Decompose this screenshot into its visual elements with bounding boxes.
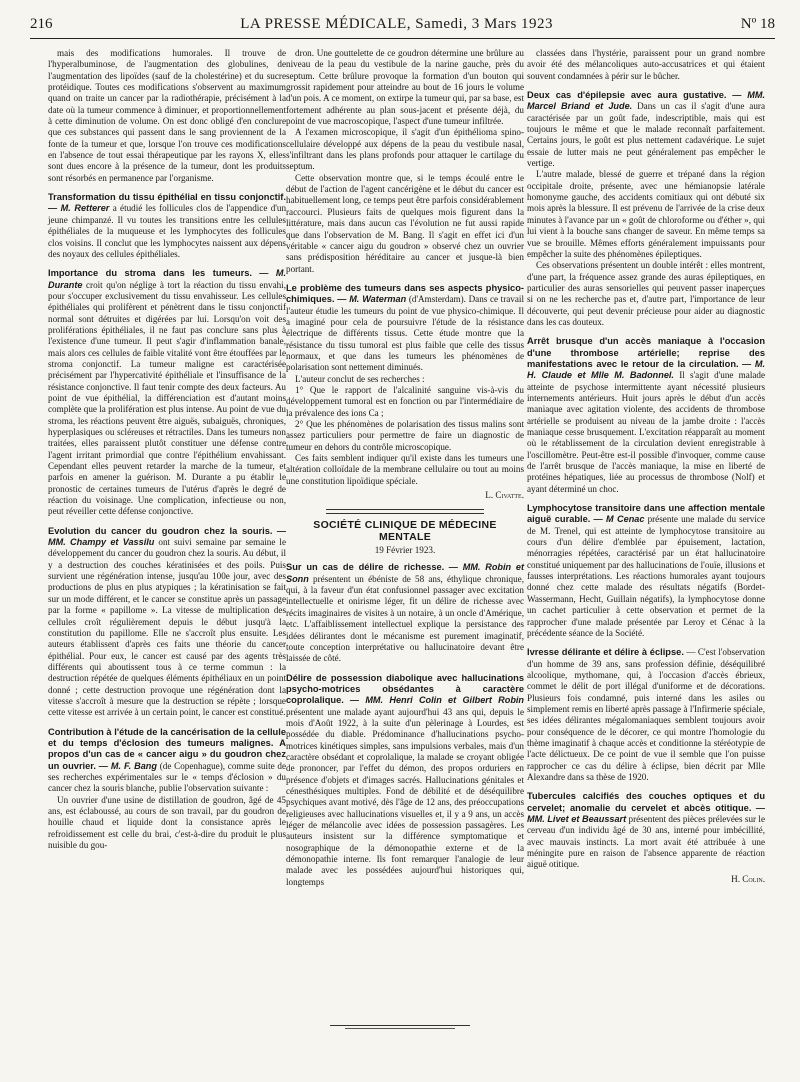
article-authors: — M. F. Bang (98, 760, 157, 771)
article (286, 127, 524, 172)
article-paragraph (286, 127, 524, 172)
page-header (30, 16, 775, 39)
article-paragraph (527, 503, 765, 639)
column-3 (527, 48, 765, 885)
article (48, 268, 286, 518)
article (527, 48, 765, 82)
footer-rule (330, 1025, 470, 1026)
footer-rule (345, 1028, 455, 1029)
article-paragraph (286, 419, 524, 453)
article-text: Dans un cas il s'agit d'une aura caractérisée par un goût fade, indescriptible, mais qui est toujours le même et que le malade reconnaît parfaitement. Certains jours, le goût est plus nettement cadavérique. Le sujet essaie de lutter mais ne peut généralement pas empêcher le vertige. (527, 101, 765, 169)
article-authors: — MM. Champy et Vassilu (48, 525, 286, 548)
article (48, 526, 286, 719)
article-text: A l'examen microscopique, il s'agit d'un épithélioma spino-cellulaire développé aux dépens de la peau du vestibule nasal, s'infiltrant dans les plans profonds pour attaquer le cartilage du septum. (286, 127, 524, 172)
article-authors: — M. Retterer (48, 203, 110, 214)
article-paragraph (527, 791, 765, 870)
article-authors: — MM. Livet et Beaussart (527, 802, 766, 824)
article-authors: — MM. Henri Colin et Gilbert Robin (349, 695, 525, 706)
article (286, 283, 524, 374)
article-text: L'auteur conclut de ses recherches : (295, 373, 425, 384)
article-authors: — M Cenac (593, 514, 645, 525)
article-text: mais des modifications humorales. Il trouve de l'hyperalbuminose, de l'augmentation des globulines, de l'augmentation des lipoïdes (sauf de la cholestérine) et du sucre protéidique. Toutes ces modifications s'observent au maximum quand on traite un cancer par la radiothérapie, précisément à la date où la tumeur commence à diminuer, et proportionnellement à cette diminution de volume. On est donc obligé d'en conclure que ces substances qui passent dans le sang proviennent de la fonte de la tumeur et que, lorsque l'on trouve ces modifications en l'absence de tout essai thérapeutique par les rayons X, elles sont dues encore à la présence de la tumeur, dont les produits sont résorbés en permanence par l'organisme. (48, 48, 286, 183)
divider (326, 509, 484, 510)
article-text: présentent des pièces prélevées sur le cerveau d'un individu âgé de 30 ans, interné pour imbécillité, avec mauvais instincts. La mort avait été attribuée à une méningite pure en raison de l'absence apparente de réaction aiguë otitique. (527, 814, 765, 870)
article-text: classées dans l'hystérie, paraissent pour un grand nombre avoir été des mélancoliques auto-accusatrices et qui étaient souvent condamnées à périr sur le bûcher. (527, 48, 765, 81)
article (286, 419, 524, 453)
article (527, 169, 765, 260)
article-text: présentent une malade ayant aujourd'hui 43 ans qui, depuis le mois d'Août 1922, à la suite d'un pèlerinage à Lourdes, est possédée du diable. Prédominance d'hallucinations psycho-motrices kinétiques simples, sans impulsions verbales, mais d'un caractère obsédant et coprolalique, la malade se croyant obligée de prononcer, par l'effet du démon, des propos orduriers en présence d'objets et d'images sacrés. Hallucinations génitales et cénesthésiques multiples. Fond de débilité et de déséquilibre psychiques avant motivé, dès l'âge de 12 ans, des préoccupations religieuses avec hallucinations visuelles et, il y a 9 ans, un accès léger de mélancolie avec idées de possession passagères. Les auteurs insistent sur la différence symptomatique et nosographique de la démonopathie externe et de la démonopathie interne. Ils font remarquer l'analogie de leur malade avec les possédées aujourd'hui historiques qui, longtemps (286, 706, 524, 887)
article (286, 385, 524, 419)
article-title: Lymphocytose transitoire dans une affection mentale aiguë curable. (527, 503, 765, 525)
article-title: Contribution à l'étude de la cancérisation de la cellule et du temps d'éclosion des tumeurs malignes. A propos d'un cas de « cancer aigu » du goudron chez un ouvrier. (48, 726, 286, 771)
article-paragraph (286, 673, 524, 889)
article-paragraph (48, 526, 286, 719)
column-2 (286, 48, 524, 888)
article-paragraph (527, 260, 765, 328)
article-paragraph (527, 336, 765, 495)
article (527, 260, 765, 328)
article-authors: — M. Durante (48, 268, 286, 290)
article (286, 374, 524, 385)
article (48, 727, 286, 795)
article-title: Arrêt brusque d'un accès maniaque à l'occasion d'une thrombose artérielle; reprise des manifestations avec le retour de la circulation. (527, 336, 765, 369)
column-2-society-articles (286, 562, 524, 888)
article-paragraph (48, 795, 286, 852)
article-paragraph (48, 727, 286, 795)
article-text: — C'est l'observation d'un homme de 39 ans, sans profession définie, déséquilibré alcoolique, mythomane, qui, à l'occasion d'accès ébrieux, commet le délit de port illégal d'uniforme et de décorations. Plusieurs fois condamné, puis interné dans les asiles ou simplement remis en liberté après passage à l'Infirmerie spéciale, ses idées délirantes mégalomaniaques semblent toujours avoir pour conséquence de le décorer, ce qui montre l'homologie du thème imaginatif à chaque accès et conditionne la stéréotypie de l'acte délictueux. De ce point de vue il semble que l'on puisse rapprocher ce cas du délire à éclipse, bien décrit par Mlle Alexandre dans sa thèse de 1920. (527, 647, 765, 782)
article (286, 562, 524, 664)
article-text: (de Copenhague), comme suite de ses recherches expérimentales sur le « temps d'éclosion » du cancer chez la souris blanche, publie l'observation suivante : (48, 760, 287, 794)
article-title: Délire de possession diabolique avec hallucinations psycho-motrices obsédantes à caractère coprolalique. (286, 672, 524, 706)
article-title: Deux cas d'épilepsie avec aura gustative. (527, 90, 727, 101)
article (527, 647, 765, 783)
article-text: Ces observations présentent un double intérêt : elles montrent, d'une part, la fréquence assez grande des auras épileptiques, en particulier des auras sensorielles qui peuvent passer inaperçues si on ne les recherche pas et, d'autre part, l'importance de leur découverte, qui peut devenir précieuse pour aider au diagnostic dans les cas douteux. (527, 260, 765, 327)
article-paragraph (286, 374, 524, 385)
article-authors: — M. H. Claude et Mlle M. Badonnel. (527, 358, 766, 381)
article (286, 173, 524, 275)
article-paragraph (48, 192, 286, 260)
article-text: ont suivi semaine par semaine le développement du cancer du goudron chez la souris. Au début, il y a destruction des couches kératinisées et des poils. Puis survient une régénération intense, jusqu'au 100e jour, avec des productions de plus en plus atypiques ; la kératinisation se fait sur un mode différent, et le cancer se constitue après un passage par la forme « papillome ». La vitesse de multiplication des cellules croît régulièrement depuis le début jusqu'à la constitution du papillome. Elle ne s'accroît plus ensuite. Les auteurs établissent d'après ces faits une théorie du cancer épithélial. Pour eux, le cancer est causé par des agents très différents qui aboutissent tous à ce terme commun : la destruction répétée de quelques éléments épithéliaux en un point donné ; cette destruction provoque une régénération dont la vitesse s'accroît à mesure que la destruction se répète ; lorsque cette vitesse est arrivée à un certain point, le cancer est constitué. (48, 537, 287, 718)
article (48, 48, 286, 184)
article-title: Sur un cas de délire de richesse. (286, 562, 445, 573)
article-text: Un ouvrier d'une usine de distillation de goudron, âgé de 45 ans, est éclaboussé, au cours de son travail, par du goudron de houille chaud et liquide dont la consistance après le refroidissement est celle du brai, c'est-à-dire du produit le plus nuisible du gou- (48, 794, 286, 851)
article-text: croit qu'on néglige à tort la réaction du tissu envahi, pour s'occuper exclusivement du tissu envahisseur. Les cellules épithéliales qui prolifèrent et pénètrent dans le tissu conjonctif normal sont détruites et digérées par lui. Lorsqu'on voit des proliférations épithéliales, il ne faut pas conclure sans plus à l'existence d'une tumeur. Il peut s'agir d'inflammation banale, mais alors ces cellules de faible vitalité vont être étouffées par le stroma conjonctif. La tumeur maligne est caractérisée précisément par l'hypercativité épithéliale et l'insuffisance de la résistance conjonctive. Il faut tenir compte des deux facteurs. Au point de vue épithélial, la différenciation est d'autant moins complète que la prolifération est plus intense. Au point de vue du stroma, les réactions peuvent être aiguës, subaiguës, chroniques, hyperplasiques ou scléreuses et rétractiles. Dans les tumeurs non traitées, elles paraissent plutôt constituer une défense contre l'agent irritant primordial que contre l'épithélium envahissant. Cependant elles peuvent retarder la marche de la tumeur, et parfois en amener la guérison. M. Durante a pu établir le pronostic de certaines tumeurs de l'utérus d'après le degré de réaction du voisinage. Une complication, infectieuse ou non, peut réveiller cette défense conjonctive. (48, 279, 287, 517)
article-title: Le problème des tumeurs dans ses aspects physico-chimiques. (286, 282, 524, 305)
journal-title: LA PRESSE MÉDICALE, Samedi, 3 Mars 1923 (240, 16, 554, 32)
article-title: Importance du stroma dans les tumeurs. (48, 268, 253, 279)
article-text: Ces faits semblent indiquer qu'il existe dans les tumeurs une altération colloïdale de la membrane cellulaire ou tout au moins une constitution lipoïdique spéciale. (286, 453, 524, 486)
article-authors: — MM. Marcel Briand et Jude. (527, 90, 766, 112)
article-text: 2° Que les phénomènes de polarisation des tissus malins sont assez particuliers pour permettre de faire un diagnostic de tumeur en dehors du contrôle microscopique. (286, 419, 524, 452)
article-text: présente une malade du service de M. Trenel, qui est atteinte de lymphocytose transitoire au cours d'un délire d'emblée par épuisement, lactation, ménorragies répétées, caractérisé par un état hallucinatoire constitué uniquement par des hallucinations de l'ouïe, illusions et fausses interprétations. Les réactions humorales ayant toujours donné chez cette malade des résultats négatifs (Bordet-Wassermann, Hecht, Guillain négatifs), la lymphocytose donne un cachet particulier à cette observation et permet de la rapprocher d'une malade présentée par Leroy et Cénac à la précédente séance de la Société. (527, 514, 765, 638)
article-text: présentent un ébéniste de 58 ans, éthylique chronique, qui, à la faveur d'un état confusionnel passager avec excitation intellectuelle et onirisme léger, fit un délire de richesse avec récits imaginaires de visites à un notaire, à un oncle d'Amérique, etc. L'affaiblissement intellectuel explique la persistance des idées délirantes dont le mécanisme est purement imaginatif, toute conception interprétative ou hallucinatoire devant être laissée de côté. (286, 573, 524, 664)
article-text: dron. Une gouttelette de ce goudron détermine une brûlure au niveau de la peau du vestibule de la narine gauche, près du septum. Cette brûlure provoque la formation d'un bouton qui grossit rapidement pour atteindre au bout de 16 jours le volume d'un pois. A ce moment, on extirpe la tumeur qui, par sa base, est fortement adhérente au plan sous-jacent et présente déjà, du point de vue macroscopique, l'aspect d'une tumeur infiltrée. (286, 48, 524, 127)
article-paragraph (286, 173, 524, 275)
article (286, 673, 524, 889)
article-authors: — M. Waterman (337, 294, 407, 305)
article-paragraph (527, 48, 765, 82)
article-text: Cette observation montre que, si le temps écoulé entre le début de l'action de l'agent cancérigène et le début du cancer est habituellement long, ce temps peut être parfois considérablement raccourci. Plusieurs faits de quelques mois figurent dans la littérature, mais dans aucun cas l'évolution ne fut aussi rapide que dans l'observation de M. Bang. Il s'agit en effet ici d'un véritable « cancer aigu du goudron » observé chez un ouvrier sans prédisposition héréditaire au cancer et jusque-là bien portant. (286, 172, 524, 274)
article (527, 336, 765, 495)
article-text: 1° Que le rapport de l'alcalinité sanguine vis-à-vis du développement tumoral est en fonction ou par l'intermédiaire de la prévalence des ions Ca ; (286, 384, 524, 418)
article-paragraph (48, 48, 286, 184)
article-title: Tubercules calcifiés des couches optiques et du cervelet; anomalie du cervelet et abcès otitique. (527, 791, 765, 813)
column-2-articles (286, 48, 524, 487)
article-paragraph (48, 268, 286, 518)
article-paragraph (527, 647, 765, 783)
article-text: a étudié les follicules clos de l'appendice d'un jeune chimpanzé. Il vu toutes les transitions entre les cellules épithéliales de la muqueuse et les lymphocytes des follicules clos voisins. Il conclut que les lymphocytes naissent aux dépens des noyaux des cellules épithéliales. (48, 203, 287, 259)
article (527, 503, 765, 639)
article-paragraph (527, 169, 765, 260)
article-paragraph (286, 562, 524, 664)
article-title: Transformation du tissu épithélial en tissu conjonctif. (48, 192, 286, 203)
article-paragraph (286, 385, 524, 419)
article-paragraph (286, 453, 524, 487)
society-title: SOCIÉTÉ CLINIQUE DE MÉDECINE MENTALE (313, 519, 497, 543)
article-paragraph (527, 90, 765, 169)
article (286, 453, 524, 487)
signature-civatte: L. Civatte. (485, 490, 524, 501)
article (48, 192, 286, 260)
column-1 (48, 48, 286, 851)
article-title: Evolution du cancer du goudron chez la souris. (48, 525, 273, 536)
society-date: 19 Février 1923. (374, 545, 436, 556)
article-text: (d'Amsterdam). Dans ce travail l'auteur étudie les tumeurs du point de vue physico-chimique. Il a imaginé pour cela de poursuivre l'étude de la résistance électrique de différents tissus. Cette étude montre que la résistance du tissu tumoral est plus faible que celle des tissus normaux, et que dans les tumeurs les phénomènes de polarisation sont nettement diminués. (286, 294, 524, 373)
signature-colin: H. Colin. (731, 873, 765, 884)
article (286, 48, 524, 127)
article-text: L'autre malade, blessé de guerre et trépané dans la région occipitale droite, présente, avec une hémianopsie latérale homonyme gauche, des accidents comitiaux qui ont débuté six mois après la blessure. Il est prévenu de l'arrivée de la crise deux minutes à l'avance par un « goût de chloroforme ou d'éther », qui lui vient à la bouche sans changer de saveur. En même temps sa vue se brouille. Mêmes efforts généralement impuissants pour empêcher la suite des phénomènes épileptiques. (527, 169, 765, 259)
article (48, 795, 286, 852)
article (527, 791, 765, 870)
article-text: Il s'agit d'une malade atteinte de psychose intermittente ayant nécessité plusieurs internements antérieurs. Huit jours après le début d'un accès maniaque avec agitation violente, des accidents de thrombose artérielle se produisent au niveau de la jambe droite : l'accès maniaque cesse brusquement. L'excitation réapparaît au moment où le rétablissement de la circulation devient enregistrable à l'oscillomètre. Peut-être est-il possible d'invoquer, comme cause de l'arrêt brusque de l'accès maniaque, la mise en liberté de protéines hépatiques, liée au processus de thrombose (Nolf) et ayant déterminé un choc. (527, 370, 766, 494)
article-authors: — MM. Robin et Sonn (286, 562, 525, 584)
article-paragraph (286, 283, 524, 374)
issue-number: Nº 18 (740, 16, 775, 32)
article-title: Ivresse délirante et délire à éclipse. (527, 647, 684, 658)
column-3-articles (527, 48, 765, 871)
page-number: 216 (30, 16, 53, 32)
article (527, 90, 765, 169)
article-paragraph (286, 48, 524, 127)
divider (326, 513, 484, 514)
